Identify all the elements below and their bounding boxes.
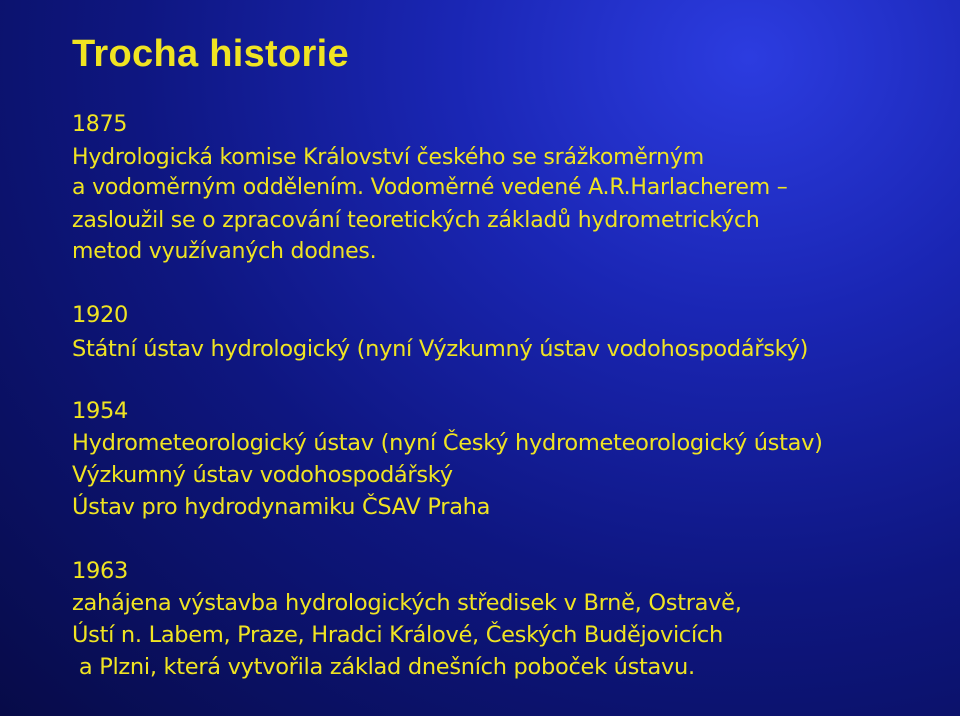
slide-title: Trocha historie [72,33,349,75]
year-1963: 1963 [72,558,129,584]
section-1954-line-1: Hydrometeorologický ústav (nyní Český hydrometeorologický ústav) [72,430,823,456]
section-1963-line-2: Ústí n. Labem, Praze, Hradci Králové, Českých Budějovicích [72,622,723,648]
year-1875: 1875 [72,112,128,137]
section-1875-line-2: a vodoměrným oddělením. Vodoměrné vedené A.R.Harlacherem – [72,175,788,200]
section-1954-line-2: Výzkumný ústav vodohospodářský [72,462,453,488]
section-1875-line-4: metod využívaných dodnes. [72,239,377,264]
section-1963-line-1: zahájena výstavba hydrologických středisek v Brně, Ostravě, [72,590,742,616]
section-1875-line-1: Hydrologická komise Království českého se srážkoměrným [72,145,704,170]
year-1920: 1920 [72,302,129,328]
section-1954-line-3: Ústav pro hydrodynamiku ČSAV Praha [72,494,491,520]
section-1963-line-3: a Plzni, která vytvořila základ dnešních poboček ústavu. [72,654,695,680]
year-1954: 1954 [72,398,129,424]
section-1875-line-3: zasloužil se o zpracování teoretických základů hydrometrických [72,208,760,233]
section-1920-line-1: Státní ústav hydrologický (nyní Výzkumný ústav vodohospodářský) [72,336,809,362]
